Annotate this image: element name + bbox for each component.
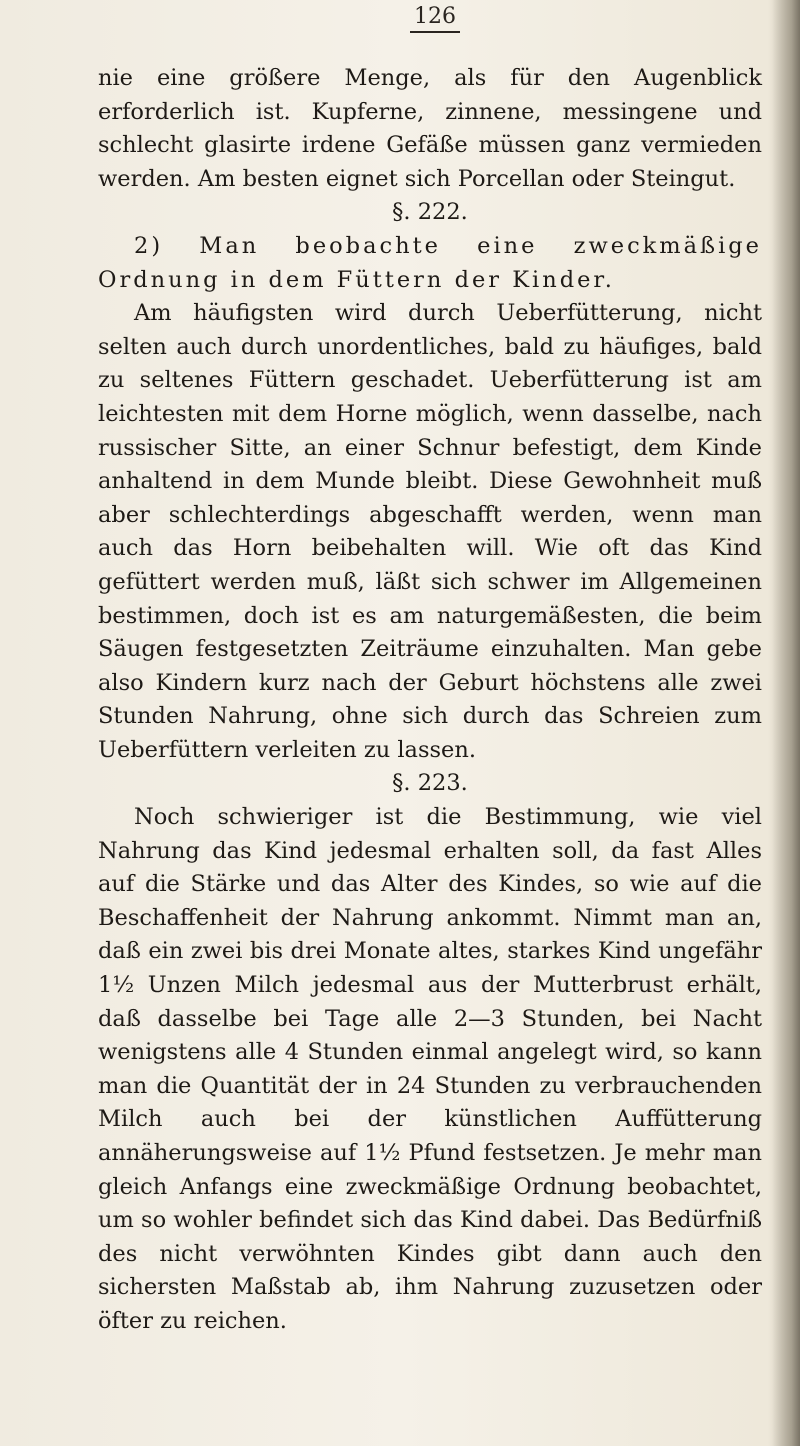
page-edge-shadow xyxy=(772,0,800,1446)
paragraph-continuation: nie eine größere Menge, als für den Augenblick erforderlich ist. Kupferne, zinnene, messingene und schlecht glasirte irdene Gefäße müssen ganz vermieden werden. Am besten eignet sich Porcellan oder Steingut. xyxy=(98,65,762,192)
page-number-text: 126 xyxy=(410,4,460,33)
section-heading-222: §. 222. xyxy=(392,199,468,226)
page-body xyxy=(98,62,762,1339)
section-heading-223: §. 223. xyxy=(392,770,468,797)
page-number xyxy=(0,4,800,33)
rule-heading-222: 2) Man beobachte eine zweckmäßige Ordnung in dem Füttern der Kinder. xyxy=(98,232,762,293)
paragraph-222: Am häufigsten wird durch Ueberfütterung, nicht selten auch durch unordentliches, bald zu häufiges, bald zu seltenes Füttern geschadet. Ueberfütterung ist am leichtesten mit dem Horne möglich, wenn dasselbe, nach russischer Sitte, an einer Schnur befestigt, dem Kinde anhaltend in dem Munde bleibt. Diese Gewohnheit muß aber schlechterdings abgeschafft werden, wenn man auch das Horn beibehalten will. Wie oft das Kind gefüttert werden muß, läßt sich schwer im Allgemeinen bestimmen, doch ist es am naturgemäßesten, die beim Säugen festgesetzten Zeiträume einzuhalten. Man gebe also Kindern kurz nach der Geburt höchstens alle zwei Stunden Nahrung, ohne sich durch das Schreien zum Ueberfüttern verleiten zu lassen. xyxy=(98,300,762,763)
paragraph-223: Noch schwieriger ist die Bestimmung, wie viel Nahrung das Kind jedesmal erhalten soll, da fast Alles auf die Stärke und das Alter des Kindes, so wie auf die Beschaffenheit der Nahrung ankommt. Nimmt man an, daß ein zwei bis drei Monate altes, starkes Kind ungefähr 1½ Unzen Milch jedesmal aus der Mutterbrust erhält, daß dasselbe bei Tage alle 2—3 Stunden, bei Nacht wenigstens alle 4 Stunden einmal angelegt wird, so kann man die Quantität der in 24 Stunden zu verbrauchenden Milch auch bei der künstlichen Auffütterung annäherungsweise auf 1½ Pfund festsetzen. Je mehr man gleich Anfangs eine zweckmäßige Ordnung beobachtet, um so wohler befindet sich das Kind dabei. Das Bedürfniß des nicht verwöhnten Kindes gibt dann auch den sichersten Maßstab ab, ihm Nahrung zuzusetzen oder öfter zu reichen. xyxy=(98,804,762,1334)
